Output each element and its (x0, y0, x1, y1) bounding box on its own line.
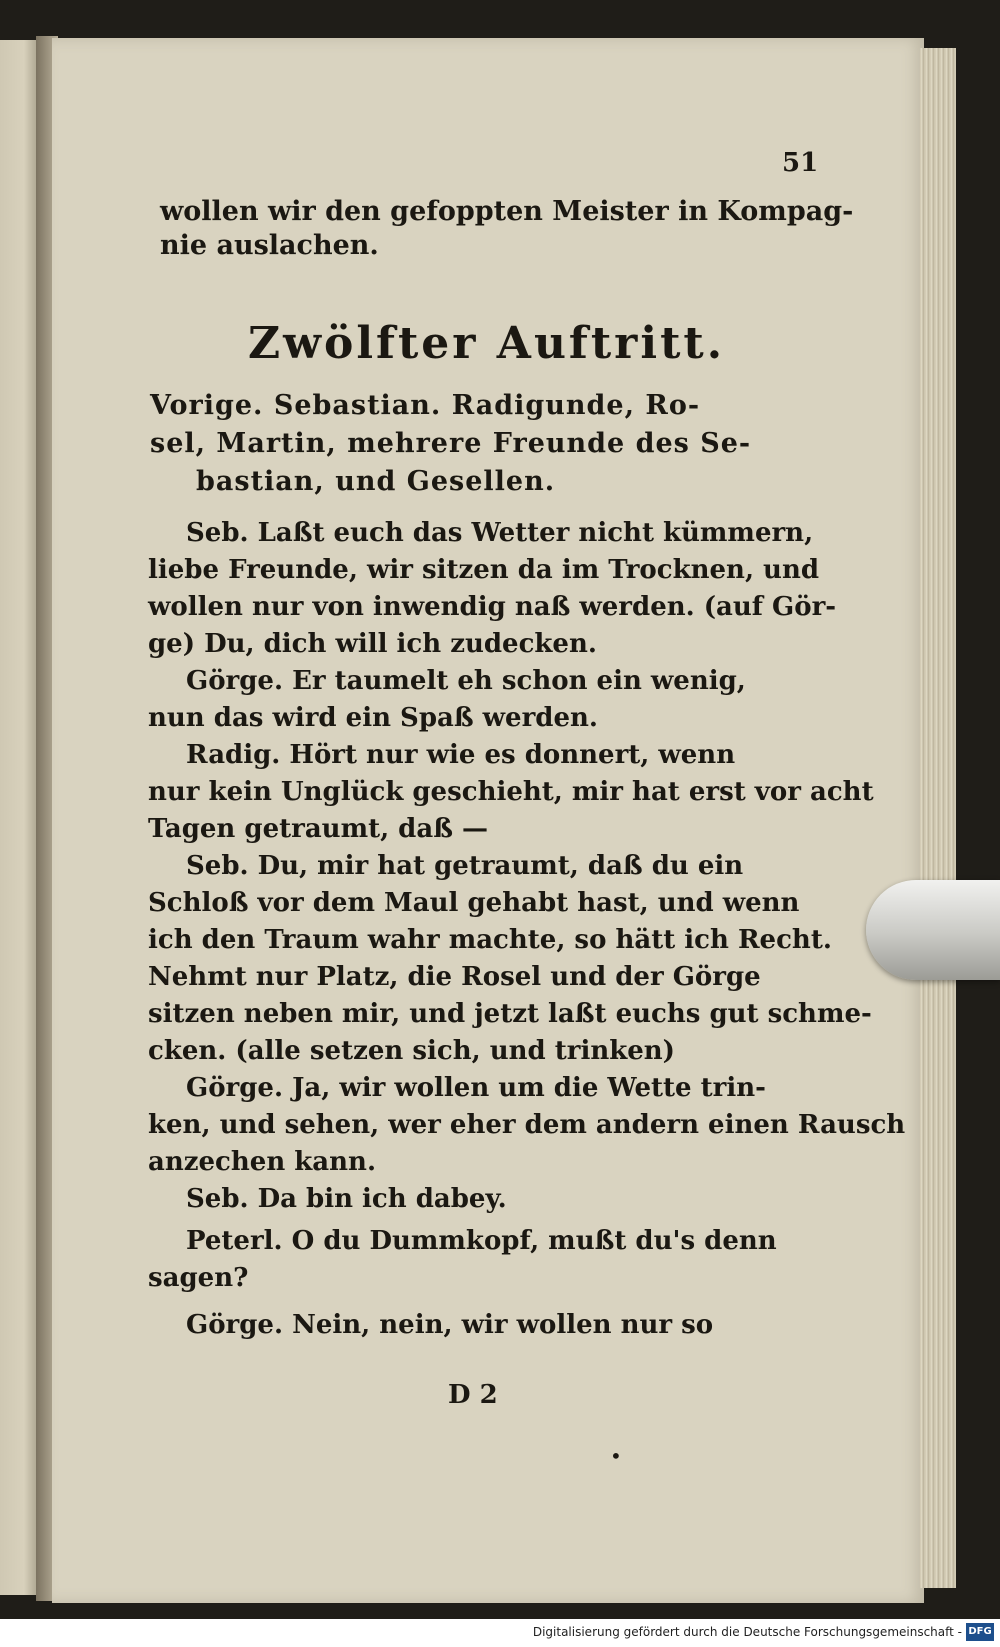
text-line: sagen? (148, 1263, 249, 1293)
text-line: Tagen getraumt, daß — (148, 814, 489, 844)
text-line: liebe Freunde, wir sitzen da im Trocknen, und (148, 555, 820, 585)
text-line: Schloß vor dem Maul gehabt hast, und wenn (148, 888, 800, 918)
text-line: ken, und sehen, wer eher dem andern einen Rausch (148, 1110, 906, 1140)
ink-mark: • (610, 1444, 622, 1468)
text-line: Seb. Laßt euch das Wetter nicht kümmern, (186, 518, 814, 548)
cast-line: bastian, und Gesellen. (196, 466, 556, 497)
text-line: Peterl. O du Dummkopf, mußt du's denn (186, 1226, 777, 1256)
text-line: ge) Du, dich will ich zudecken. (148, 629, 597, 659)
text-line: Görge. Nein, nein, wir wollen nur so (186, 1310, 714, 1340)
text-line: ich den Traum wahr machte, so hätt ich Recht. (148, 925, 832, 955)
scene-title: Zwölfter Auftritt. (248, 318, 726, 369)
text-line: wollen nur von inwendig naß werden. (auf Gör- (148, 592, 837, 622)
dfg-logo: DFG (966, 1623, 994, 1641)
text-line: sitzen neben mir, und jetzt laßt euchs gut schme- (148, 999, 872, 1029)
text-line: Görge. Er taumelt eh schon ein wenig, (186, 666, 746, 696)
cast-line: sel, Martin, mehrere Freunde des Se- (150, 428, 752, 459)
text-line: nun das wird ein Spaß werden. (148, 703, 598, 733)
digitization-footer (0, 1619, 1000, 1647)
left-page-edge (0, 40, 40, 1595)
text-line: anzechen kann. (148, 1147, 377, 1177)
page-edges (920, 48, 956, 1588)
text-line: Nehmt nur Platz, die Rosel und der Görge (148, 962, 761, 992)
page-clip (866, 880, 1000, 980)
text-line: Seb. Du, mir hat getraumt, daß du ein (186, 851, 744, 881)
text-line: wollen wir den gefoppten Meister in Kompag- (160, 196, 854, 227)
page-number: 51 (782, 148, 819, 178)
cast-line: Vorige. Sebastian. Radigunde, Ro- (150, 390, 701, 421)
text-line: cken. (alle setzen sich, und trinken) (148, 1036, 675, 1066)
text-line: Radig. Hört nur wie es donnert, wenn (186, 740, 736, 770)
text-line: Görge. Ja, wir wollen um die Wette trin- (186, 1073, 766, 1103)
printer-signature: D 2 (448, 1380, 498, 1410)
text-line: nur kein Unglück geschieht, mir hat erst vor acht (148, 777, 874, 807)
footer-credit: Digitalisierung gefördert durch die Deutsche Forschungsgemeinschaft - (532, 1625, 962, 1639)
text-line: Seb. Da bin ich dabey. (186, 1184, 507, 1214)
text-line: nie auslachen. (160, 230, 379, 261)
